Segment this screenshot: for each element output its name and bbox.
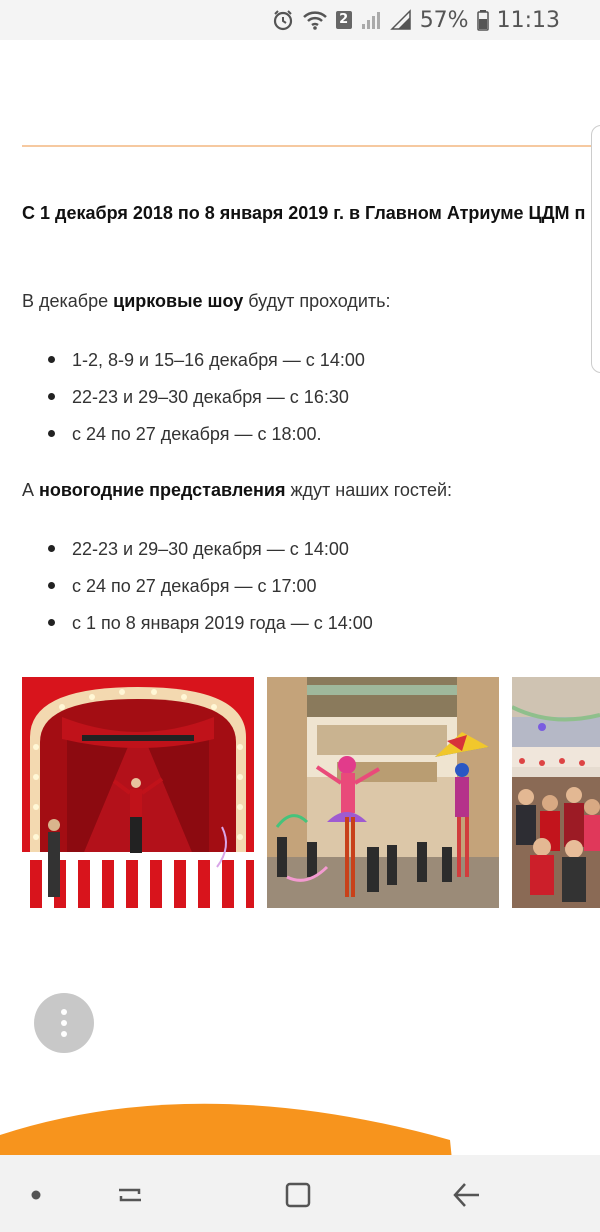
- footer-decor-arc: [0, 1090, 600, 1160]
- circus-intro: В декабре цирковые шоу будут проходить:: [22, 291, 391, 311]
- list-item: 1-2, 8-9 и 15–16 декабря — с 14:00: [22, 348, 365, 385]
- circus-schedule-list: [22, 348, 365, 459]
- side-panel-edge[interactable]: [591, 125, 600, 373]
- section-divider: [22, 145, 600, 147]
- more-vertical-icon: [61, 1009, 67, 1015]
- newyear-intro: А новогодние представления ждут наших гостей:: [22, 480, 453, 500]
- newyear-schedule-list: [22, 537, 373, 648]
- battery-icon: [477, 9, 489, 31]
- alarm-icon: [272, 9, 294, 31]
- signal-icon: [360, 9, 382, 31]
- list-item: 22-23 и 29–30 декабря — с 16:30: [22, 385, 365, 422]
- dot-icon[interactable]: [16, 1175, 56, 1215]
- home-icon[interactable]: [278, 1175, 318, 1215]
- circus-stage-photo[interactable]: [22, 677, 254, 908]
- stilt-walkers-atrium-photo[interactable]: [267, 677, 499, 908]
- back-icon[interactable]: [446, 1175, 486, 1215]
- photo-gallery[interactable]: [22, 677, 600, 908]
- clock: 11:13: [496, 7, 560, 33]
- newyear-intro-bold: новогодние представления: [39, 480, 286, 500]
- list-item: с 24 по 27 декабря — с 18:00.: [22, 422, 365, 459]
- sim-2-badge: 2: [336, 11, 352, 29]
- more-options-button[interactable]: [34, 993, 94, 1053]
- list-item: с 1 по 8 января 2019 года — с 14:00: [22, 611, 373, 648]
- list-item: с 24 по 27 декабря — с 17:00: [22, 574, 373, 611]
- recent-apps-icon[interactable]: [110, 1175, 150, 1215]
- status-bar: [0, 0, 600, 40]
- battery-percent: 57%: [419, 7, 469, 33]
- signal-icon-2: [390, 9, 412, 31]
- list-item: 22-23 и 29–30 декабря — с 14:00: [22, 537, 373, 574]
- system-nav-bar: [0, 1155, 600, 1232]
- wifi-icon: [302, 9, 328, 31]
- circus-intro-bold: цирковые шоу: [113, 291, 244, 311]
- children-audience-photo[interactable]: [512, 677, 600, 908]
- article-lead: С 1 декабря 2018 по 8 января 2019 г. в Главном Атриуме ЦДМ п: [22, 203, 586, 223]
